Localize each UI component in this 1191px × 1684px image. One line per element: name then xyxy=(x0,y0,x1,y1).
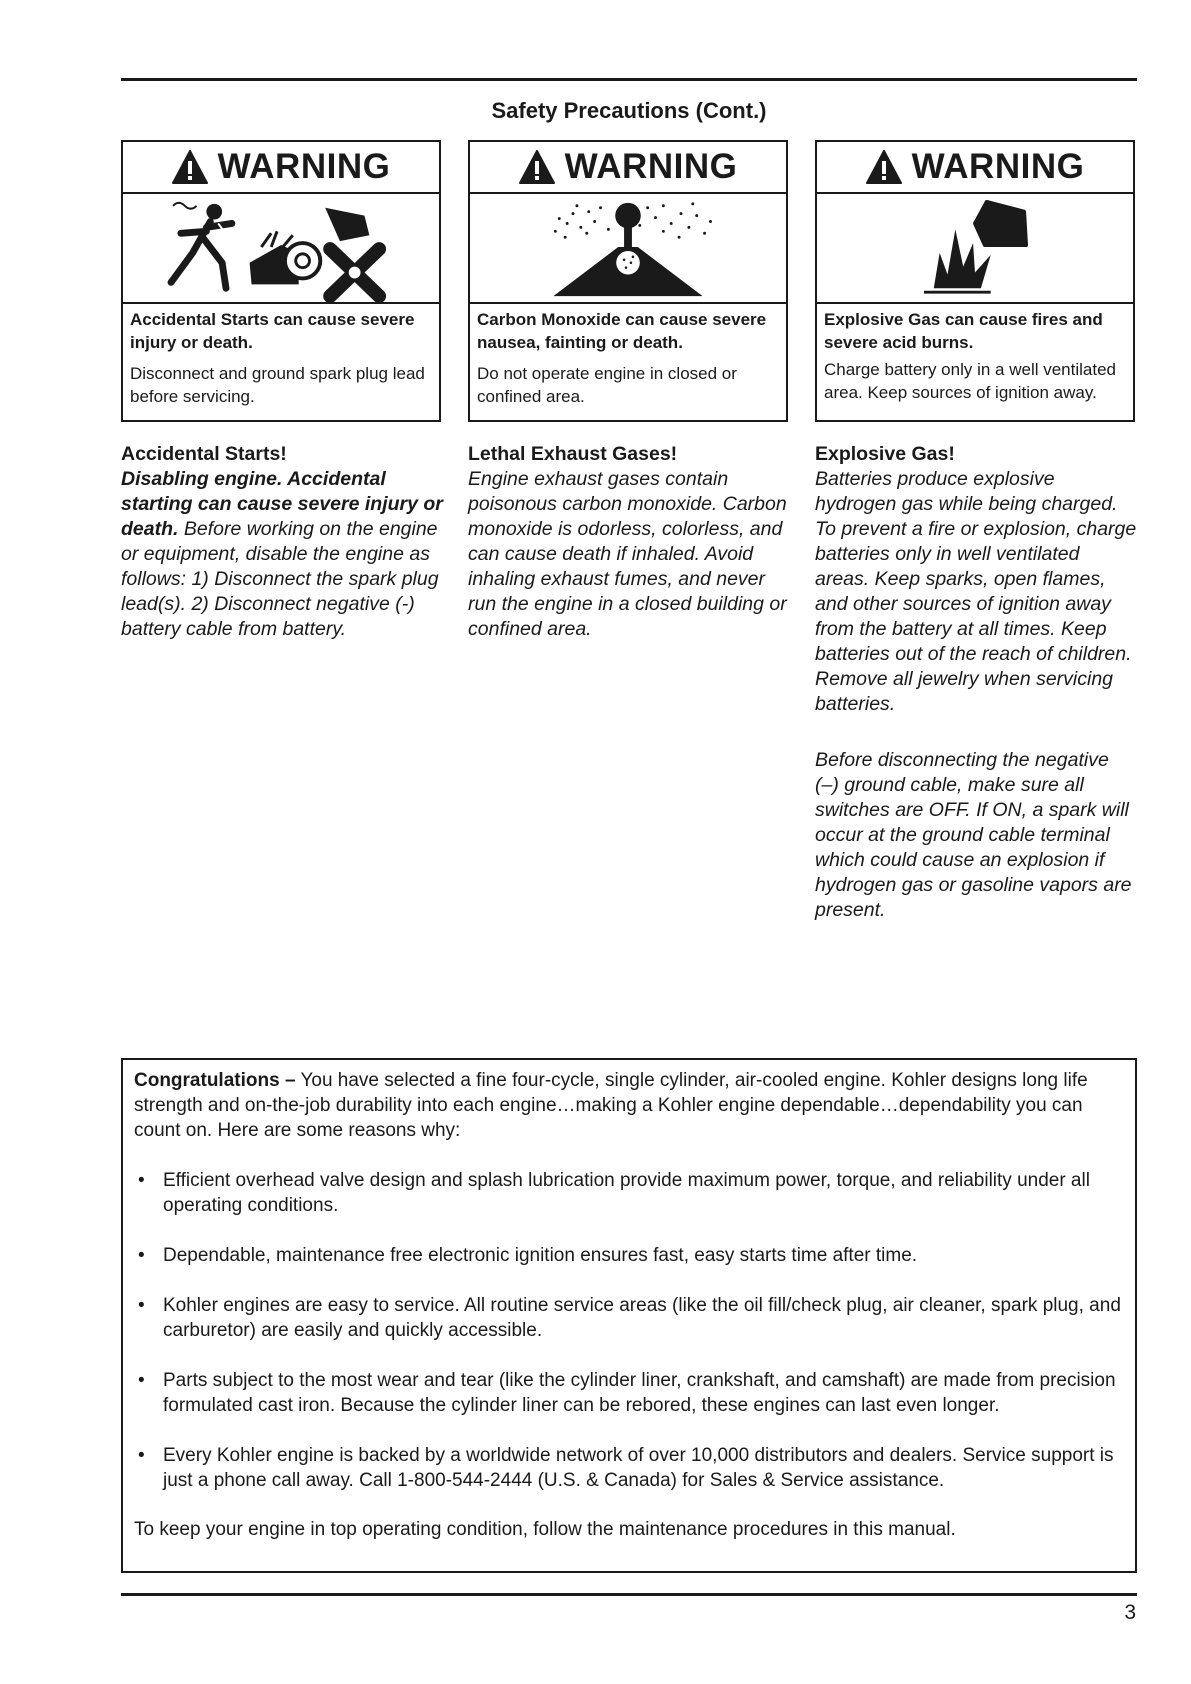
avoidance-statement: Do not operate engine in closed or confined area. xyxy=(477,364,737,406)
congrats-intro-text: You have selected a fine four-cycle, single cylinder, air-cooled engine. Kohler designs long life strength and on-the-job durability into each engine…making a Kohler engine dependable…dependability you can count on. Here are some reasons why: xyxy=(134,1070,1088,1141)
congrats-closing: To keep your engine in top operating condition, follow the maintenance procedures in this manual. xyxy=(134,1519,956,1540)
column-body xyxy=(121,467,443,642)
list-item-text: Parts subject to the most wear and tear (like the cylinder liner, crankshaft, and camshaft) are made from precision formulated cast iron. Because the cylinder liner can be rebored, these engines can last even longer. xyxy=(163,1370,1116,1416)
column-explosive-gas xyxy=(815,442,1137,923)
avoidance-statement: Charge battery only in a well ventilated area. Keep sources of ignition away. xyxy=(824,360,1116,402)
bullet: • xyxy=(138,1370,145,1391)
column-heading: Explosive Gas! xyxy=(815,443,955,465)
warning-box-explosive-gas xyxy=(815,140,1135,422)
explosion-icon xyxy=(817,194,1133,304)
page-number: 3 xyxy=(1124,1601,1136,1624)
column-lethal-exhaust xyxy=(468,442,790,642)
warning-header xyxy=(123,142,439,194)
warning-text xyxy=(470,304,786,408)
carbon-monoxide-icon xyxy=(470,194,786,304)
column-body-text: Batteries produce explosive hydrogen gas while being charged. To prevent a fire or explosion, charge batteries only in well ventilated areas. Keep sparks, open flames, and other sources of ignition away from the battery at all times. Keep batteries out of the reach of children. Remove all jewelry when servicing batteries. xyxy=(815,468,1137,715)
bullet: • xyxy=(138,1170,145,1191)
column-body-text-2: Before disconnecting the negative (–) ground cable, make sure all switches are OFF. If ON, a spark will occur at the ground cable terminal which could cause an explosion if hydrogen gas or gasoline vapors are present. xyxy=(815,749,1132,921)
hazard-statement: Carbon Monoxide can cause severe nausea, fainting or death. xyxy=(477,310,767,352)
top-rule xyxy=(121,78,1137,81)
warning-triangle-icon xyxy=(172,150,208,184)
column-body-text: Before working on the engine or equipment, disable the engine as follows: 1) Disconnect the spark plug lead(s). 2) Disconnect negative (-) battery cable from battery. xyxy=(121,518,439,640)
list-item-text: Efficient overhead valve design and splash lubrication provide maximum power, torque, and reliability under all operating conditions. xyxy=(163,1170,1090,1216)
avoidance-statement: Disconnect and ground spark plug lead before servicing. xyxy=(130,364,425,406)
hazard-statement: Accidental Starts can cause severe injury or death. xyxy=(130,310,415,352)
signal-word: WARNING xyxy=(564,147,738,186)
bullet: • xyxy=(138,1295,145,1316)
signal-word: WARNING xyxy=(911,147,1085,186)
list-item-text: Every Kohler engine is backed by a worldwide network of over 10,000 distributors and dealers. Service support is just a phone call away. Call 1-800-544-2444 (U.S. & Canada) for Sales & Service assistance. xyxy=(163,1445,1114,1491)
list-item xyxy=(134,1293,1127,1343)
list-item-text: Dependable, maintenance free electronic ignition ensures fast, easy starts time after time. xyxy=(163,1245,918,1266)
warning-text xyxy=(817,304,1133,404)
signal-word: WARNING xyxy=(217,147,391,186)
column-heading: Lethal Exhaust Gases! xyxy=(468,443,678,465)
accidental-start-icon xyxy=(123,194,439,304)
column-body-text: Engine exhaust gases contain poisonous carbon monoxide. Carbon monoxide is odorless, colorless, and can cause death if inhaled. Avoid inhaling exhaust fumes, and never run the engine in a closed building or confined area. xyxy=(468,468,787,640)
list-item xyxy=(134,1168,1127,1218)
warning-box-carbon-monoxide xyxy=(468,140,788,422)
bullet: • xyxy=(138,1445,145,1466)
warning-box-accidental-starts xyxy=(121,140,441,422)
hazard-statement: Explosive Gas can cause fires and severe acid burns. xyxy=(824,310,1103,352)
warning-triangle-icon xyxy=(866,150,902,184)
warning-text xyxy=(123,304,439,408)
reasons-list xyxy=(134,1168,1127,1493)
warning-header xyxy=(817,142,1133,194)
warning-triangle-icon xyxy=(519,150,555,184)
warning-header xyxy=(470,142,786,194)
list-item-text: Kohler engines are easy to service. All routine service areas (like the oil fill/check plug, air cleaner, spark plug, and carburetor) are easily and quickly accessible. xyxy=(163,1295,1121,1341)
list-item xyxy=(134,1443,1127,1493)
congrats-lead: Congratulations – xyxy=(134,1070,296,1091)
list-item xyxy=(134,1368,1127,1418)
congrats-intro xyxy=(134,1068,1127,1143)
bottom-rule xyxy=(121,1593,1137,1596)
list-item xyxy=(134,1243,1127,1268)
column-bold-lead: Disabling engine. Accidental starting can cause severe injury or death. xyxy=(121,468,443,540)
bullet: • xyxy=(138,1245,145,1266)
page-title: Safety Precautions (Cont.) xyxy=(491,98,767,123)
column-accidental-starts xyxy=(121,442,443,642)
congratulations-box xyxy=(121,1058,1137,1573)
column-heading: Accidental Starts! xyxy=(121,443,287,465)
